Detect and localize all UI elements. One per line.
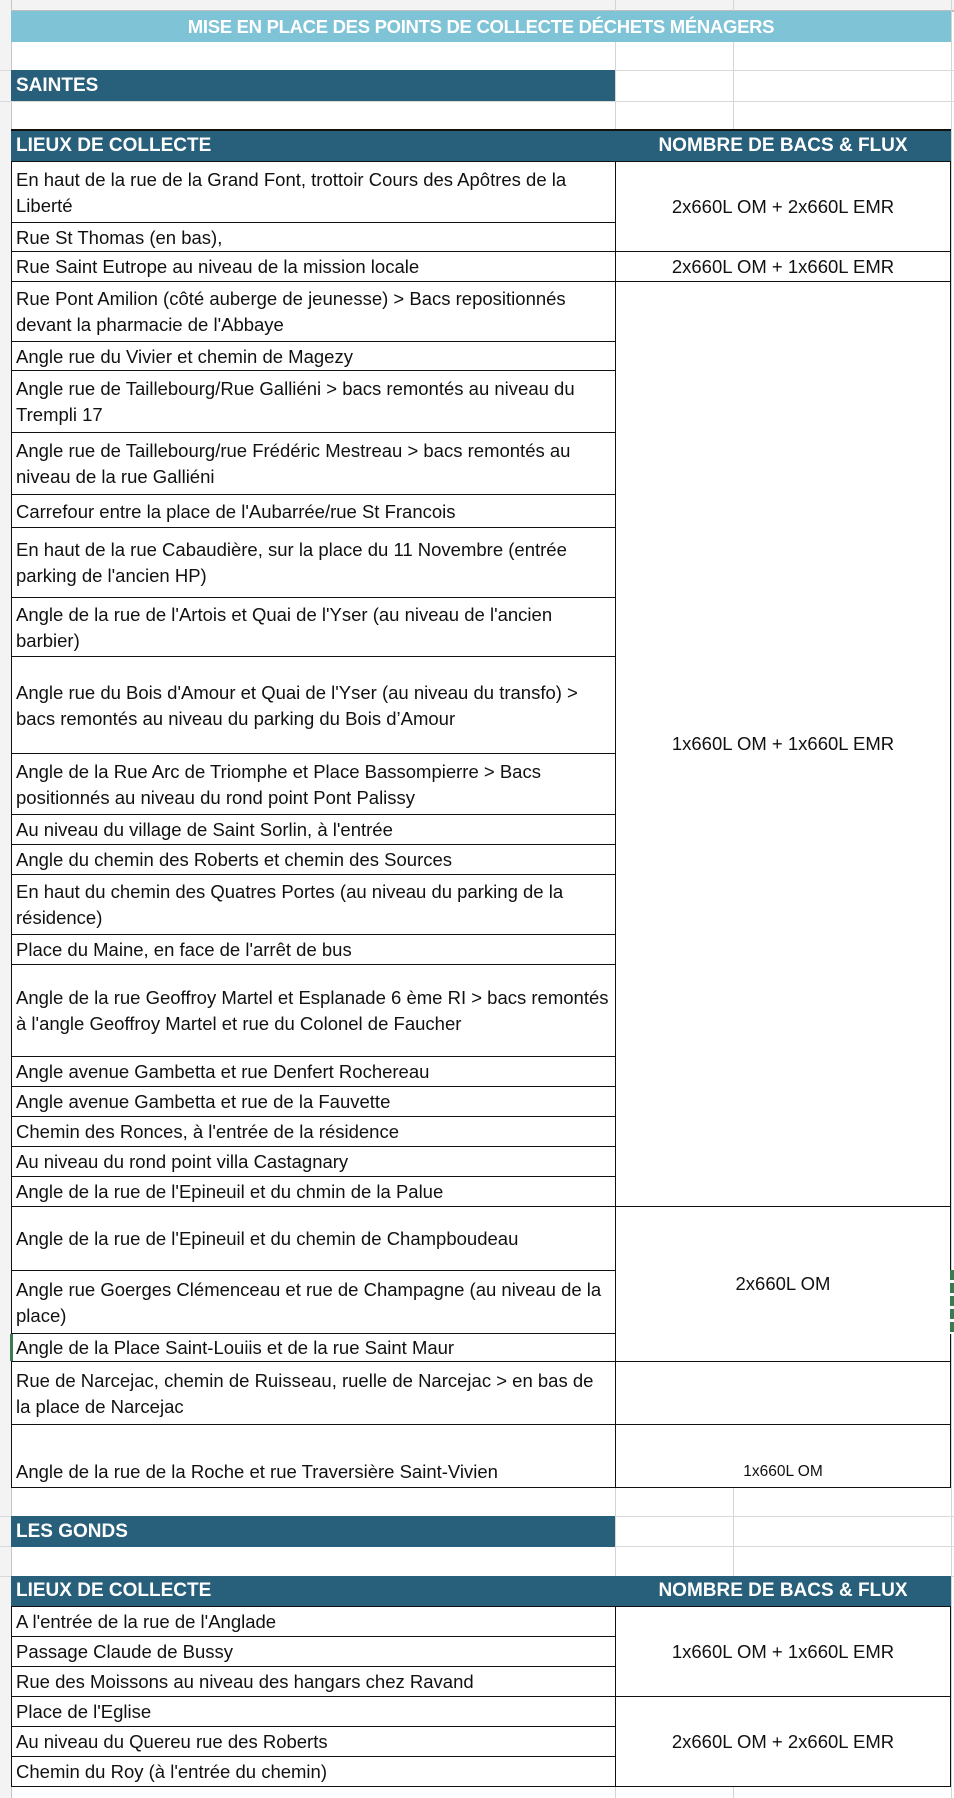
location-cell[interactable] [11, 495, 616, 528]
flux-text: 2x660L OM + 2x660L EMR [671, 195, 895, 217]
sheet-title[interactable]: MISE EN PLACE DES POINTS DE COLLECTE DÉCHETS MÉNAGERS [11, 11, 951, 42]
active-cell-marker [10, 1334, 13, 1361]
section-title-saintes[interactable]: SAINTES [11, 70, 615, 101]
location-text: Angle de la rue de la Roche et rue Traversière Saint-Vivien [16, 1461, 498, 1482]
table-header-les-gonds [11, 1576, 951, 1606]
location-cell[interactable] [11, 1177, 616, 1207]
location-text: Rue Pont Amilion (côté auberge de jeunesse) > Bacs repositionnés devant la pharmacie de l'Abbaye [16, 288, 566, 335]
location-text: Rue de Narcejac, chemin de Ruisseau, ruelle de Narcejac > en bas de la place de Narcejac [16, 1369, 594, 1417]
location-text: Angle de la Place Saint-Louiis et de la rue Saint Maur [16, 1337, 455, 1358]
gridline [951, 0, 952, 1798]
location-text: Angle de la rue Geoffroy Martel et Esplanade 6 ème RI > bacs remontés à l'angle Geoffroy Martel et rue du Colonel de Faucher [16, 987, 609, 1034]
location-cell[interactable] [11, 1607, 616, 1637]
location-cell[interactable] [11, 1667, 616, 1697]
location-cell[interactable] [11, 1334, 616, 1362]
header-flux[interactable]: NOMBRE DE BACS & FLUX [658, 1580, 908, 1601]
flux-cell[interactable] [615, 282, 951, 1207]
location-text: Place de l'Eglise [16, 1701, 152, 1722]
location-cell[interactable] [11, 845, 616, 875]
flux-cell[interactable] [615, 1362, 951, 1425]
selection-indicator [950, 1270, 954, 1334]
location-text: Angle du chemin des Roberts et chemin des Sources [16, 849, 453, 870]
header-location[interactable]: LIEUX DE COLLECTE [16, 1580, 212, 1601]
location-text: Au niveau du Quereu rue des Roberts [16, 1731, 328, 1752]
location-text: Angle de la rue de l'Artois et Quai de l'Yser (au niveau de l'ancien barbier) [16, 603, 553, 651]
location-text: En haut du chemin des Quatres Portes (au niveau du parking de la résidence) [16, 881, 564, 928]
location-cell[interactable] [11, 754, 616, 815]
table-saintes [11, 161, 951, 1488]
location-cell[interactable] [11, 162, 616, 223]
flux-text: 1x660L OM + 1x660L EMR [671, 1640, 895, 1662]
location-text: Angle avenue Gambetta et rue Denfert Rochereau [16, 1061, 430, 1082]
flux-cell[interactable] [615, 1207, 951, 1362]
header-flux[interactable]: NOMBRE DE BACS & FLUX [658, 135, 908, 156]
location-cell[interactable] [11, 1117, 616, 1147]
flux-text: 2x660L OM + 1x660L EMR [671, 255, 895, 277]
location-text: Chemin des Ronces, à l'entrée de la résidence [16, 1121, 399, 1142]
location-text: Angle avenue Gambetta et rue de la Fauvette [16, 1091, 391, 1112]
location-cell[interactable] [11, 1207, 616, 1271]
location-cell[interactable] [11, 371, 616, 433]
location-cell[interactable] [11, 935, 616, 965]
location-text: Passage Claude de Bussy [16, 1641, 233, 1662]
flux-cell[interactable] [615, 1607, 951, 1697]
location-cell[interactable] [11, 1425, 616, 1488]
location-cell[interactable] [11, 433, 616, 495]
table-header-saintes [11, 131, 951, 161]
location-cell[interactable] [11, 1727, 616, 1757]
location-text: Carrefour entre la place de l'Aubarrée/rue St Francois [16, 500, 456, 522]
location-cell[interactable] [11, 1697, 616, 1727]
location-text: Angle rue de Taillebourg/Rue Galliéni > bacs remontés au niveau du Trempli 17 [16, 378, 575, 425]
location-cell[interactable] [11, 875, 616, 935]
location-text: En haut de la rue Cabaudière, sur la place du 11 Novembre (entrée parking de l'ancien HP) [16, 539, 567, 586]
flux-cell[interactable] [615, 1425, 951, 1488]
header-location[interactable]: LIEUX DE COLLECTE [16, 135, 212, 156]
location-cell[interactable] [11, 223, 616, 252]
location-text: En haut de la rue de la Grand Font, trottoir Cours des Apôtres de la Liberté [16, 168, 567, 216]
location-text: Au niveau du rond point villa Castagnary [16, 1151, 349, 1172]
location-text: Au niveau du village de Saint Sorlin, à l'entrée [16, 819, 393, 840]
location-cell[interactable] [11, 1147, 616, 1177]
location-text: Angle rue de Taillebourg/rue Frédéric Mestreau > bacs remontés au niveau de la rue Galliéni [16, 440, 571, 487]
location-cell[interactable] [11, 815, 616, 845]
location-cell[interactable] [11, 342, 616, 371]
location-cell[interactable] [11, 1757, 616, 1787]
flux-cell[interactable] [615, 1697, 951, 1787]
location-cell[interactable] [11, 1087, 616, 1117]
location-text: Angle rue Goerges Clémenceau et rue de Champagne (au niveau de la place) [16, 1278, 602, 1326]
flux-cell[interactable] [615, 162, 951, 252]
location-cell[interactable] [11, 282, 616, 342]
location-text: A l'entrée de la rue de l'Anglade [16, 1611, 277, 1632]
location-cell[interactable] [11, 252, 616, 282]
location-cell[interactable] [11, 657, 616, 754]
location-cell[interactable] [11, 1271, 616, 1334]
location-text: Angle de la rue de l'Epineuil et du chemin de Champboudeau [16, 1228, 519, 1249]
flux-text: 2x660L OM + 2x660L EMR [671, 1730, 895, 1752]
flux-text: 2x660L OM [735, 1273, 831, 1294]
location-cell[interactable] [11, 1637, 616, 1667]
table-les-gonds [11, 1606, 951, 1787]
location-text: Angle de la rue de l'Epineuil et du chmin de la Palue [16, 1181, 444, 1202]
gridline [0, 101, 954, 102]
flux-text: 1x660L OM [743, 1463, 823, 1480]
location-text: Rue Saint Eutrope au niveau de la mission locale [16, 256, 420, 277]
location-text: Place du Maine, en face de l'arrêt de bus [16, 939, 352, 960]
location-text: Rue des Moissons au niveau des hangars chez Ravand [16, 1671, 474, 1692]
location-text: Angle rue du Bois d'Amour et Quai de l'Yser (au niveau du transfo) > bacs remontés au niveau du parking du Bois d’Amour [16, 681, 578, 729]
location-cell[interactable] [11, 1057, 616, 1087]
location-text: Rue St Thomas (en bas), [16, 226, 223, 248]
location-cell[interactable] [11, 965, 616, 1057]
section-title-les-gonds[interactable]: LES GONDS [11, 1516, 615, 1547]
location-cell[interactable] [11, 528, 616, 598]
location-text: Angle rue du Vivier et chemin de Magezy [16, 345, 353, 367]
location-cell[interactable] [11, 1362, 616, 1425]
location-text: Angle de la Rue Arc de Triomphe et Place Bassompierre > Bacs positionnés au niveau du rond point Pont Palissy [16, 760, 541, 808]
location-cell[interactable] [11, 598, 616, 657]
flux-cell[interactable] [615, 252, 951, 282]
flux-text: 1x660L OM + 1x660L EMR [671, 733, 895, 754]
location-text: Chemin du Roy (à l'entrée du chemin) [16, 1761, 327, 1782]
